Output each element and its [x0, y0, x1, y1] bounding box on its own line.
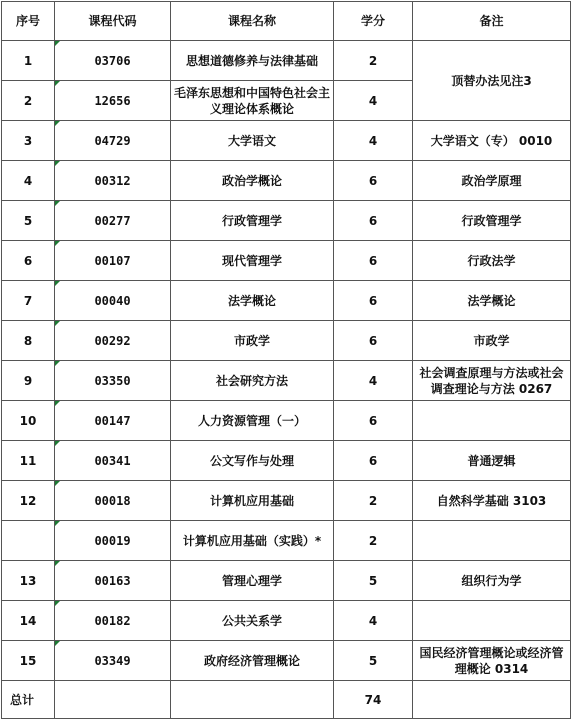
header-code: 课程代码: [55, 2, 171, 41]
row-code: 00163: [55, 561, 171, 601]
row-credits: 5: [334, 561, 413, 601]
row-code: 00292: [55, 321, 171, 361]
row-credits: 2: [334, 481, 413, 521]
table-row: [2, 361, 571, 401]
row-note: [413, 521, 571, 561]
row-code: 00312: [55, 161, 171, 201]
row-index: 2: [2, 81, 55, 121]
table-row: [2, 521, 571, 561]
header-row: [2, 2, 571, 41]
row-code: 00040: [55, 281, 171, 321]
row-credits: 6: [334, 241, 413, 281]
row-code: 00018: [55, 481, 171, 521]
row-index: 14: [2, 601, 55, 641]
row-index: 12: [2, 481, 55, 521]
row-credits: 4: [334, 81, 413, 121]
row-index: 13: [2, 561, 55, 601]
row-note: [413, 601, 571, 641]
row-credits: 2: [334, 41, 413, 81]
row-credits: 6: [334, 441, 413, 481]
row-code: 12656: [55, 81, 171, 121]
row-note: 政治学原理: [413, 161, 571, 201]
row-note: 顶替办法见注3: [413, 41, 571, 121]
row-credits: 6: [334, 201, 413, 241]
row-note: 大学语文（专） 0010: [413, 121, 571, 161]
table-row: [2, 561, 571, 601]
total-credits: 74: [334, 681, 413, 719]
header-index: 序号: [2, 2, 55, 41]
row-name: 公共关系学: [171, 601, 334, 641]
row-code: 00341: [55, 441, 171, 481]
row-index: [2, 521, 55, 561]
row-credits: 6: [334, 281, 413, 321]
table-row: [2, 481, 571, 521]
row-index: 15: [2, 641, 55, 681]
row-name: 计算机应用基础: [171, 481, 334, 521]
row-note: 法学概论: [413, 281, 571, 321]
row-credits: 2: [334, 521, 413, 561]
row-name: 大学语文: [171, 121, 334, 161]
row-code: 00277: [55, 201, 171, 241]
row-name: 社会研究方法: [171, 361, 334, 401]
row-name: 思想道德修养与法律基础: [171, 41, 334, 81]
row-credits: 5: [334, 641, 413, 681]
row-code: 00147: [55, 401, 171, 441]
row-index: 8: [2, 321, 55, 361]
row-name: 行政管理学: [171, 201, 334, 241]
row-name: 现代管理学: [171, 241, 334, 281]
row-credits: 4: [334, 361, 413, 401]
row-index: 3: [2, 121, 55, 161]
row-credits: 6: [334, 321, 413, 361]
row-index: 5: [2, 201, 55, 241]
row-name: 计算机应用基础（实践）*: [171, 521, 334, 561]
row-note: 普通逻辑: [413, 441, 571, 481]
row-note: 行政法学: [413, 241, 571, 281]
table-row: [2, 121, 571, 161]
total-row: [2, 681, 571, 719]
row-code: 03350: [55, 361, 171, 401]
row-index: 11: [2, 441, 55, 481]
total-name-empty: [171, 681, 334, 719]
row-name: 政治学概论: [171, 161, 334, 201]
row-credits: 6: [334, 161, 413, 201]
table-row: [2, 241, 571, 281]
header-name: 课程名称: [171, 2, 334, 41]
table-row: [2, 641, 571, 681]
table-row: [2, 201, 571, 241]
row-name: 毛泽东思想和中国特色社会主义理论体系概论: [171, 81, 334, 121]
row-note: 组织行为学: [413, 561, 571, 601]
row-code: 00182: [55, 601, 171, 641]
header-credits: 学分: [334, 2, 413, 41]
row-index: 7: [2, 281, 55, 321]
table-row: [2, 401, 571, 441]
table-row: [2, 161, 571, 201]
row-code: 04729: [55, 121, 171, 161]
row-index: 1: [2, 41, 55, 81]
row-code: 00019: [55, 521, 171, 561]
row-name: 管理心理学: [171, 561, 334, 601]
row-name: 政府经济管理概论: [171, 641, 334, 681]
header-note: 备注: [413, 2, 571, 41]
row-credits: 6: [334, 401, 413, 441]
table-row: [2, 321, 571, 361]
row-index: 4: [2, 161, 55, 201]
table-row: [2, 281, 571, 321]
total-code-empty: [55, 681, 171, 719]
row-name: 法学概论: [171, 281, 334, 321]
row-name: 公文写作与处理: [171, 441, 334, 481]
row-code: 00107: [55, 241, 171, 281]
row-index: 9: [2, 361, 55, 401]
course-table: [1, 1, 571, 719]
table-row: [2, 441, 571, 481]
row-index: 10: [2, 401, 55, 441]
row-note: [413, 401, 571, 441]
total-label: 总计: [2, 681, 55, 719]
row-note: 社会调查原理与方法或社会调查理论与方法 0267: [413, 361, 571, 401]
row-credits: 4: [334, 121, 413, 161]
row-name: 市政学: [171, 321, 334, 361]
row-name: 人力资源管理（一）: [171, 401, 334, 441]
row-note: 市政学: [413, 321, 571, 361]
row-credits: 4: [334, 601, 413, 641]
row-note: 行政管理学: [413, 201, 571, 241]
row-index: 6: [2, 241, 55, 281]
table-row: [2, 41, 571, 81]
row-code: 03349: [55, 641, 171, 681]
row-note: 国民经济管理概论或经济管理概论 0314: [413, 641, 571, 681]
total-note-empty: [413, 681, 571, 719]
row-code: 03706: [55, 41, 171, 81]
table-row: [2, 601, 571, 641]
row-note: 自然科学基础 3103: [413, 481, 571, 521]
